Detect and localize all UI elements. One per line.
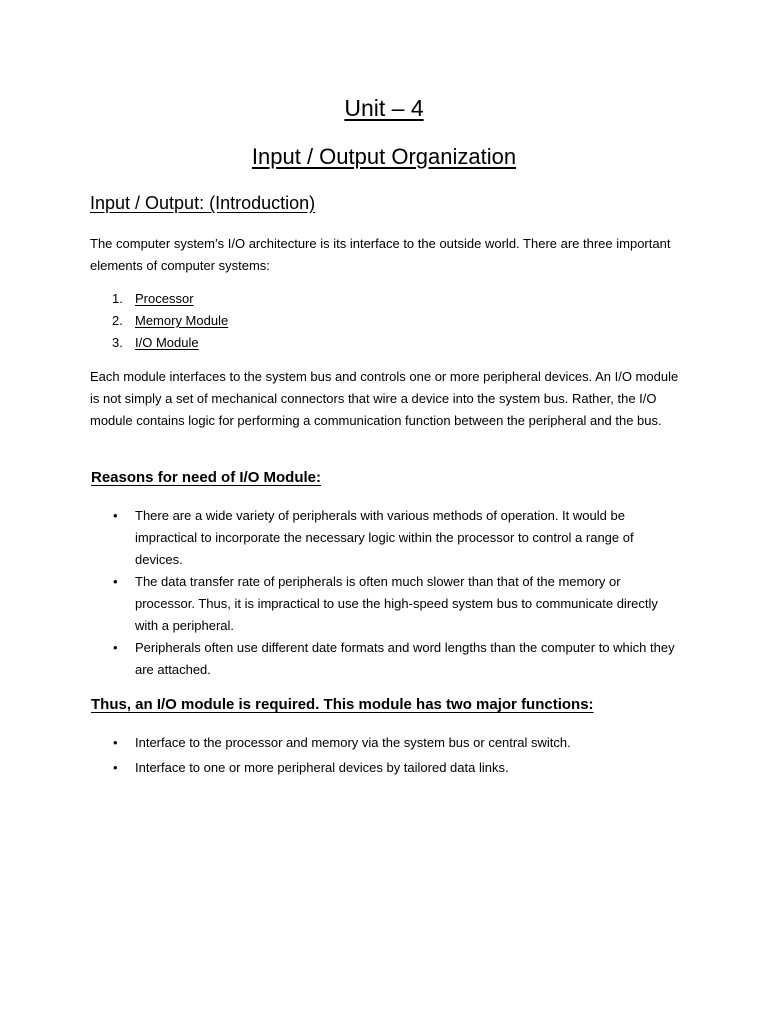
list-item	[90, 505, 680, 571]
list-item	[90, 288, 390, 310]
function-text: Interface to one or more peripheral devices by tailored data links.	[135, 760, 509, 775]
bullet-icon: •	[113, 760, 118, 775]
list-item-label: Memory Module	[135, 313, 229, 328]
list-item	[90, 757, 680, 779]
reason-text: The data transfer rate of peripherals is often much slower than that of the memory or processor. Thus, it is impractical to use the high-speed system bus to communicate directly with a peripheral.	[135, 574, 658, 633]
list-item	[90, 637, 680, 681]
list-item	[90, 571, 680, 637]
reasons-heading: Reasons for need of I/O Module:	[91, 469, 322, 486]
bullet-icon: •	[113, 508, 118, 523]
list-item	[90, 332, 390, 354]
list-item-number: 3.	[112, 335, 123, 350]
functions-heading: Thus, an I/O module is required. This module has two major functions:	[91, 696, 594, 713]
list-item-label: I/O Module	[135, 335, 199, 350]
intro-paragraph: The computer system’s I/O architecture is its interface to the outside world. There are three important elements of computer systems:	[90, 236, 671, 273]
functions-list	[90, 732, 680, 779]
elements-list	[90, 288, 390, 354]
reason-text: There are a wide variety of peripherals with various methods of operation. It would be impractical to incorporate the necessary logic within the processor to control a range of devices.	[135, 508, 634, 567]
module-paragraph: Each module interfaces to the system bus and controls one or more peripheral devices. An I/O module is not simply a set of mechanical connectors that wire a device into the system bus. Rather, the I/O module contains logic for performing a communication function between the peripheral and the bus.	[90, 369, 679, 428]
bullet-icon: •	[113, 574, 118, 589]
function-text: Interface to the processor and memory via the system bus or central switch.	[135, 735, 571, 750]
reason-text: Peripherals often use different date formats and word lengths than the computer to which they are attached.	[135, 640, 675, 677]
bullet-icon: •	[113, 640, 118, 655]
list-item-label: Processor	[135, 291, 194, 306]
section-heading-introduction: Input / Output: (Introduction)	[90, 193, 316, 213]
list-item	[90, 732, 680, 754]
document-title: Input / Output Organization	[251, 144, 517, 169]
reasons-list	[90, 505, 680, 681]
list-item	[90, 310, 390, 332]
list-item-number: 2.	[112, 313, 123, 328]
unit-title: Unit – 4	[344, 95, 424, 121]
bullet-icon: •	[113, 735, 118, 750]
list-item-number: 1.	[112, 291, 123, 306]
